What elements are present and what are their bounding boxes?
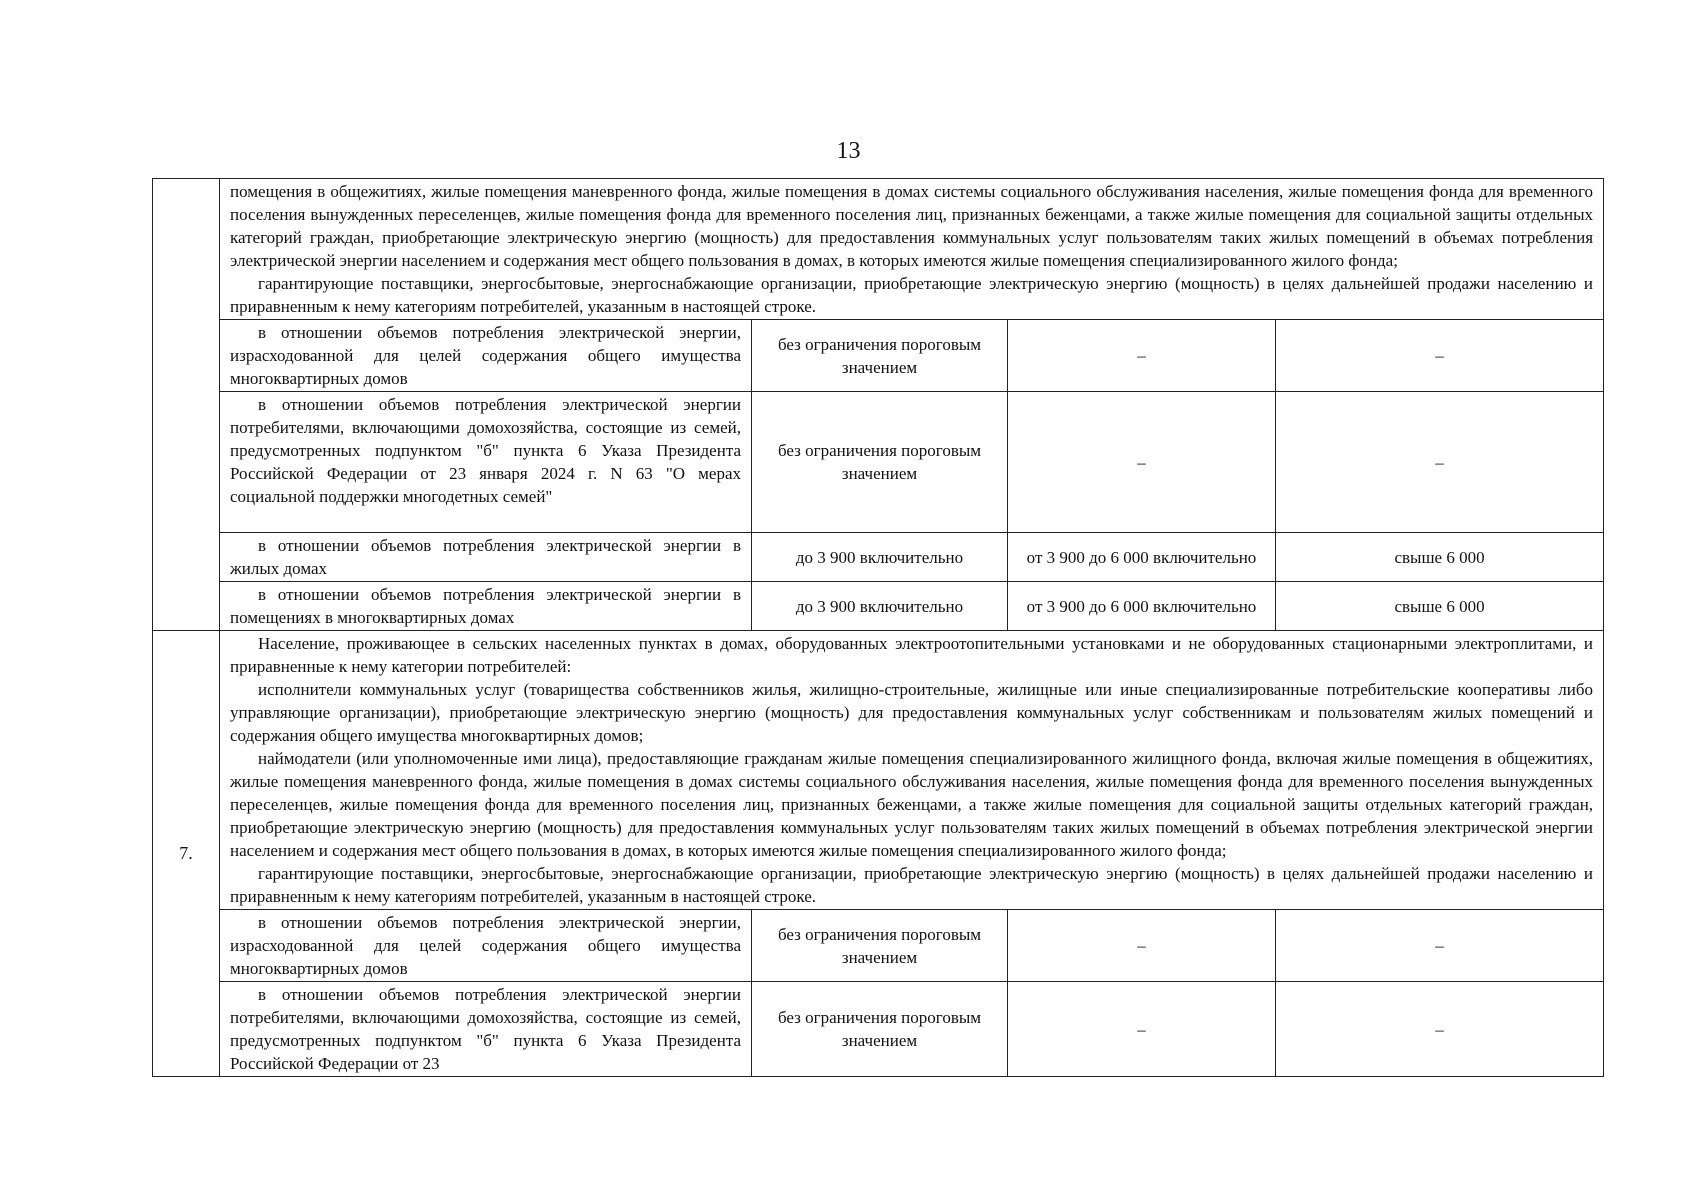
row-value-col3: свыше 6 000 bbox=[1276, 533, 1604, 582]
table-row bbox=[153, 910, 1604, 982]
row-label: в отношении объемов потребления электрической энергии потребителями, включающими домохозяйства, состоящие из семей, предусмотренных подпунктом "б" пункта 6 Указа Президента Российской Федерации от 23 января 2024 г. N 63 "О мерах социальной поддержки многодетных семей" bbox=[220, 392, 752, 533]
row-value-col1: без ограничения пороговым значением bbox=[752, 982, 1008, 1077]
block2-paragraph: исполнители коммунальных услуг (товарищества собственников жилья, жилищно-строительные, жилищные или иные специализированные потребительские кооперативы либо управляющие организации), приобретающие электрическую энергию (мощность) для предоставления коммунальных услуг собственникам и пользователям жилых помещений и содержания общего имущества многоквартирных домов; bbox=[230, 680, 1594, 745]
block2-number-cell: 7. bbox=[153, 631, 220, 1077]
row-value-col2: – bbox=[1008, 320, 1276, 392]
table-row bbox=[153, 533, 1604, 582]
row-value-col3: – bbox=[1276, 982, 1604, 1077]
block2-description bbox=[220, 631, 1604, 910]
tariff-table bbox=[152, 178, 1604, 1077]
row-value-col1: без ограничения пороговым значением bbox=[752, 320, 1008, 392]
row-value-col2: – bbox=[1008, 982, 1276, 1077]
row-value-col2: от 3 900 до 6 000 включительно bbox=[1008, 533, 1276, 582]
row-value-col2: – bbox=[1008, 910, 1276, 982]
table-row bbox=[153, 982, 1604, 1077]
block2-paragraph: наймодатели (или уполномоченные ими лица), предоставляющие гражданам жилые помещения специализированного жилищного фонда, включая жилые помещения в общежитиях, жилые помещения маневренного фонда, жилые помещения в домах системы социального обслуживания населения, жилые помещения фонда для временного поселения вынужденных переселенцев, жилые помещения фонда для временного поселения лиц, признанных беженцами, а также жилые помещения для социальной защиты отдельных категорий граждан, приобретающие электрическую энергию (мощность) для предоставления коммунальных услуг пользователям таких жилых помещений в объемах потребления электрической энергии населением и содержания мест общего пользования в домах, в которых имеются жилые помещения специализированного жилого фонда; bbox=[230, 749, 1594, 860]
row-label: в отношении объемов потребления электрической энергии потребителями, включающими домохозяйства, состоящие из семей, предусмотренных подпунктом "б" пункта 6 Указа Президента Российской Федерации от 23 bbox=[220, 982, 752, 1077]
block1-description-row bbox=[153, 179, 1604, 320]
page-number: 13 bbox=[836, 138, 861, 164]
row-label: в отношении объемов потребления электрической энергии, израсходованной для целей содержания общего имущества многоквартирных домов bbox=[220, 320, 752, 392]
row-value-col2: – bbox=[1008, 392, 1276, 533]
row-value-col3: – bbox=[1276, 392, 1604, 533]
row-value-col1: до 3 900 включительно bbox=[752, 582, 1008, 631]
block1-description bbox=[220, 179, 1604, 320]
block2-paragraph: Население, проживающее в сельских населенных пунктах в домах, оборудованных электроотопительными установками и не оборудованных стационарными электроплитами, и приравненные к нему категории потребителей: bbox=[230, 634, 1594, 676]
row-value-col1: без ограничения пороговым значением bbox=[752, 392, 1008, 533]
row-value-col3: – bbox=[1276, 910, 1604, 982]
row-value-col2: от 3 900 до 6 000 включительно bbox=[1008, 582, 1276, 631]
block2-paragraph: гарантирующие поставщики, энергосбытовые, энергоснабжающие организации, приобретающие электрическую энергию (мощность) в целях дальнейшей продажи населению и приравненным к нему категориям потребителей, указанным в настоящей строке. bbox=[230, 864, 1594, 906]
block1-paragraph: гарантирующие поставщики, энергосбытовые, энергоснабжающие организации, приобретающие электрическую энергию (мощность) в целях дальнейшей продажи населению и приравненным к нему категориям потребителей, указанным в настоящей строке. bbox=[230, 274, 1594, 316]
table-row bbox=[153, 582, 1604, 631]
row-label: в отношении объемов потребления электрической энергии в жилых домах bbox=[220, 533, 752, 582]
table-row bbox=[153, 320, 1604, 392]
row-value-col3: свыше 6 000 bbox=[1276, 582, 1604, 631]
block1-number-cell bbox=[153, 179, 220, 631]
row-value-col1: до 3 900 включительно bbox=[752, 533, 1008, 582]
table-row bbox=[153, 392, 1604, 533]
row-label: в отношении объемов потребления электрической энергии в помещениях в многоквартирных домах bbox=[220, 582, 752, 631]
row-label: в отношении объемов потребления электрической энергии, израсходованной для целей содержания общего имущества многоквартирных домов bbox=[220, 910, 752, 982]
block1-paragraph: помещения в общежитиях, жилые помещения маневренного фонда, жилые помещения в домах системы социального обслуживания населения, жилые помещения фонда для временного поселения вынужденных переселенцев, жилые помещения фонда для временного поселения лиц, признанных беженцами, а также жилые помещения для социальной защиты отдельных категорий граждан, приобретающие электрическую энергию (мощность) для предоставления коммунальных услуг пользователям таких жилых помещений в объемах потребления электрической энергии населением и содержания мест общего пользования в домах, в которых имеются жилые помещения специализированного жилого фонда; bbox=[230, 182, 1594, 270]
block2-description-row bbox=[153, 631, 1604, 910]
row-value-col1: без ограничения пороговым значением bbox=[752, 910, 1008, 982]
row-value-col3: – bbox=[1276, 320, 1604, 392]
